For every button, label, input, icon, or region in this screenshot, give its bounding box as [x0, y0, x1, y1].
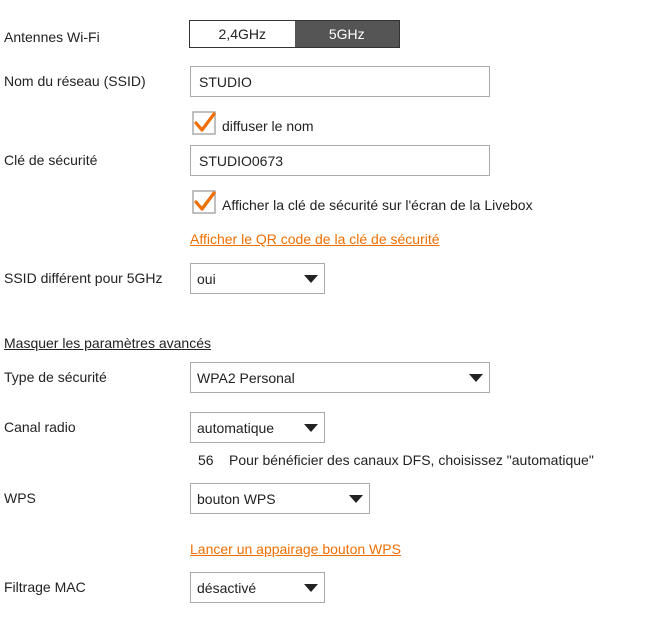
security-type-value: WPA2 Personal — [197, 370, 295, 386]
current-channel-number: 56 — [198, 452, 214, 468]
ssid-5ghz-select[interactable] — [190, 263, 325, 294]
chevron-down-icon — [304, 275, 318, 283]
show-key-on-screen-checkbox[interactable] — [192, 190, 216, 214]
show-qr-code-link[interactable]: Afficher le QR code de la clé de sécurité — [190, 231, 440, 247]
broadcast-name-checkbox[interactable] — [192, 111, 216, 135]
mac-filter-select[interactable] — [190, 572, 325, 603]
wps-label: WPS — [4, 490, 36, 506]
radio-channel-select[interactable] — [190, 412, 325, 443]
dfs-hint-text: Pour bénéficier des canaux DFS, choisissez "automatique" — [229, 452, 594, 468]
security-type-select[interactable] — [190, 362, 490, 393]
mac-filter-label: Filtrage MAC — [4, 579, 86, 595]
band-option-2-4ghz[interactable]: 2,4GHz — [190, 21, 295, 47]
wps-value: bouton WPS — [197, 491, 276, 507]
broadcast-name-label: diffuser le nom — [222, 118, 314, 134]
ssid-5ghz-label: SSID différent pour 5GHz — [4, 270, 163, 286]
wifi-band-selector — [189, 20, 400, 48]
radio-channel-value: automatique — [197, 420, 275, 436]
ssid-label: Nom du réseau (SSID) — [4, 73, 146, 89]
ssid-5ghz-value: oui — [197, 271, 216, 287]
security-key-label: Clé de sécurité — [4, 152, 98, 168]
radio-channel-label: Canal radio — [4, 419, 76, 435]
ssid-input[interactable] — [190, 66, 490, 97]
chevron-down-icon — [304, 584, 318, 592]
show-key-on-screen-label: Afficher la clé de sécurité sur l'écran de la Livebox — [222, 197, 533, 213]
chevron-down-icon — [469, 374, 483, 382]
chevron-down-icon — [349, 495, 363, 503]
security-type-label: Type de sécurité — [4, 369, 107, 385]
chevron-down-icon — [304, 424, 318, 432]
wps-select[interactable] — [190, 483, 370, 514]
hide-advanced-settings-link[interactable]: Masquer les paramètres avancés — [4, 335, 211, 351]
wifi-antennas-label: Antennes Wi-Fi — [4, 29, 100, 45]
band-option-5ghz[interactable]: 5GHz — [295, 21, 400, 47]
wps-pairing-link[interactable]: Lancer un appairage bouton WPS — [190, 541, 401, 557]
mac-filter-value: désactivé — [197, 580, 257, 596]
security-key-input[interactable] — [190, 145, 490, 176]
